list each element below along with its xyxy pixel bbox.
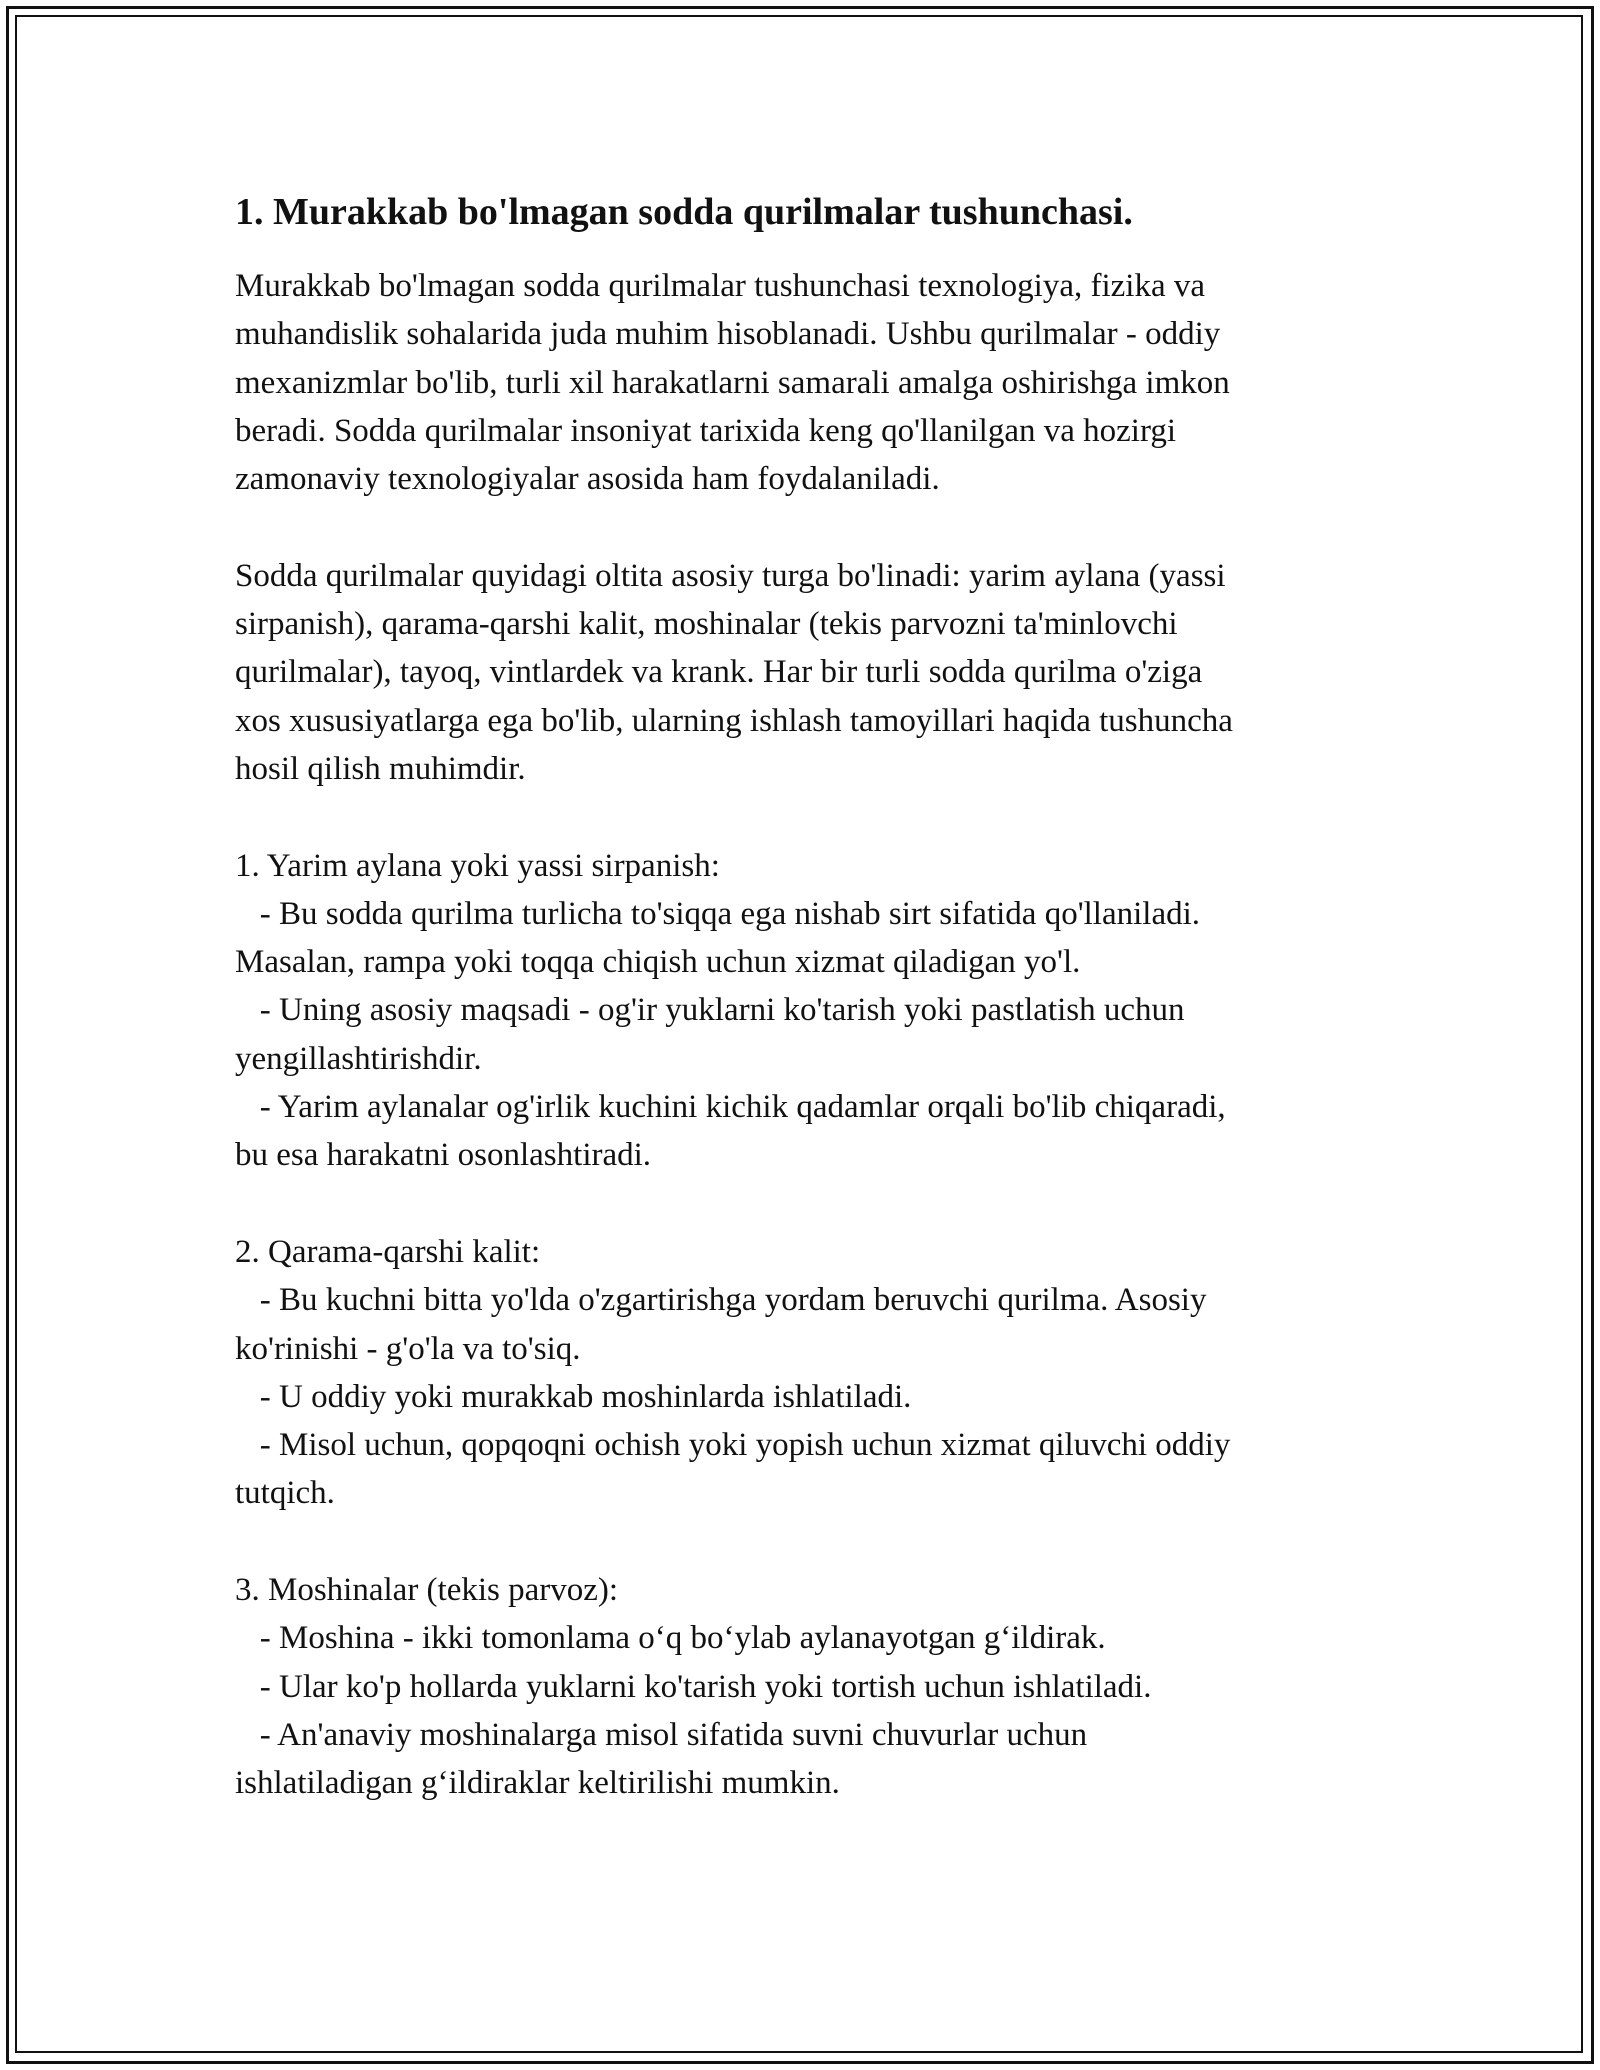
text-line: - Uning asosiy maqsadi - og'ir yuklarni ko'tarish yoki pastlatish uchun	[235, 992, 1185, 1029]
text-line: - Yarim aylanalar og'irlik kuchini kichik qadamlar orqali bo'lib chiqaradi,	[235, 1089, 1226, 1126]
text-line: - Bu sodda qurilma turlicha to'siqqa ega nishab sirt sifatida qo'llaniladi.	[235, 895, 1201, 932]
text-line: ishlatiladigan gʻildiraklar keltirilishi mumkin.	[235, 1765, 840, 1802]
text-line: - Moshina - ikki tomonlama oʻq boʻylab aylanayotgan gʻildirak.	[235, 1620, 1106, 1657]
text-line: bu esa harakatni osonlashtiradi.	[235, 1137, 652, 1174]
list-item-title: 2. Qarama-qarshi kalit:	[235, 1233, 541, 1270]
text-line: tutqich.	[235, 1475, 335, 1512]
list-section-1	[235, 842, 1365, 1180]
text-line: - U oddiy yoki murakkab moshinlarda ishlatiladi.	[235, 1378, 912, 1415]
text-line: - Misol uchun, qopqoqni ochish yoki yopish uchun xizmat qiluvchi oddiy	[235, 1427, 1231, 1464]
text-line: Murakkab bo'lmagan sodda qurilmalar tushunchasi texnologiya, fizika va	[235, 268, 1206, 304]
text-line: hosil qilish muhimdir.	[235, 750, 526, 787]
text-line: xos xususiyatlarga ega bo'lib, ularning ishlash tamoyillari haqida tushuncha	[235, 702, 1233, 739]
document-body	[235, 188, 1365, 1856]
section-heading: 1. Murakkab bo'lmagan sodda qurilmalar tushunchasi.	[235, 191, 1133, 233]
list-item-title: 3. Moshinalar (tekis parvoz):	[235, 1572, 619, 1609]
intro-paragraph	[235, 262, 1365, 503]
list-item-title: 1. Yarim aylana yoki yassi sirpanish:	[235, 847, 720, 884]
text-line: zamonaviy texnologiyalar asosida ham foydalaniladi.	[235, 461, 940, 498]
list-section-3	[235, 1566, 1365, 1807]
text-line: - Bu kuchni bitta yo'lda o'zgartirishga yordam beruvchi qurilma. Asosiy	[235, 1282, 1207, 1319]
text-line: qurilmalar), tayoq, vintlardek va krank. Har bir turli sodda qurilma o'ziga	[235, 654, 1203, 691]
text-line: sirpanish), qarama-qarshi kalit, moshinalar (tekis parvozni ta'minlovchi	[235, 606, 1178, 643]
text-line: muhandislik sohalarida juda muhim hisoblanadi. Ushbu qurilmalar - oddiy	[235, 316, 1221, 353]
text-line: Masalan, rampa yoki toqqa chiqish uchun xizmat qiladigan yo'l.	[235, 944, 1081, 981]
text-line: yengillashtirishdir.	[235, 1040, 482, 1077]
text-line: - An'anaviy moshinalarga misol sifatida suvni chuvurlar uchun	[235, 1716, 1088, 1753]
text-line: - Ular ko'p hollarda yuklarni ko'tarish yoki tortish uchun ishlatiladi.	[235, 1668, 1152, 1705]
list-section-2	[235, 1228, 1365, 1518]
text-line: beradi. Sodda qurilmalar insoniyat tarixida keng qo'llanilgan va hozirgi	[235, 412, 1177, 449]
text-line: ko'rinishi - g'o'la va to'siq.	[235, 1330, 581, 1367]
text-line: Sodda qurilmalar quyidagi oltita asosiy turga bo'linadi: yarim aylana (yassi	[235, 557, 1226, 594]
types-paragraph	[235, 552, 1365, 793]
text-line: mexanizmlar bo'lib, turli xil harakatlarni samarali amalga oshirishga imkon	[235, 364, 1230, 401]
